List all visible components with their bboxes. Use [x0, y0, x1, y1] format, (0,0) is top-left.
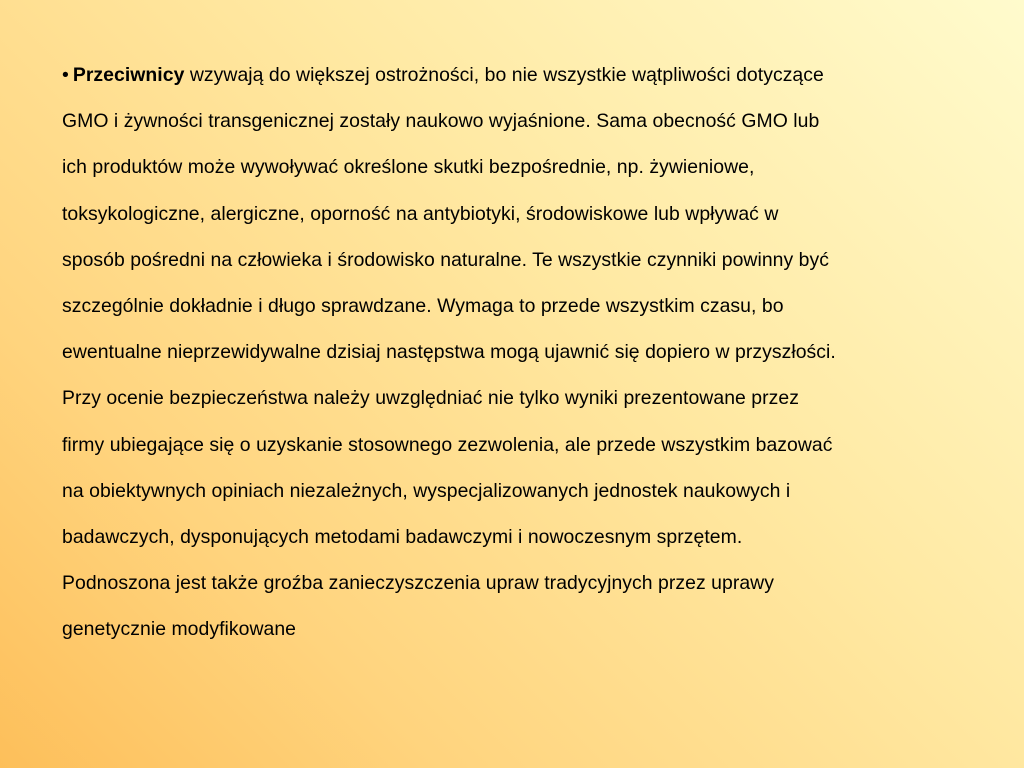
- text-line-12: Podnoszona jest także groźba zanieczyszczenia upraw tradycyjnych przez uprawy: [62, 572, 774, 595]
- body-paragraph: [62, 52, 982, 653]
- text-line-3: ich produktów może wywoływać określone skutki bezpośrednie, np. żywieniowe,: [62, 156, 755, 179]
- text-line-8: Przy ocenie bezpieczeństwa należy uwzględniać nie tylko wyniki prezentowane przez: [62, 387, 799, 410]
- text-line-13: genetycznie modyfikowane: [62, 618, 297, 641]
- text-line-5: sposób pośredni na człowieka i środowisko naturalne. Te wszystkie czynniki powinny być: [62, 248, 830, 271]
- text-line-4: toksykologiczne, alergiczne, oporność na antybiotyki, środowiskowe lub wpływać w: [62, 202, 779, 225]
- text-line-9: firmy ubiegające się o uzyskanie stosownego zezwolenia, ale przede wszystkim bazować: [62, 433, 833, 456]
- text-line-1-rest: wzywają do większej ostrożności, bo nie wszystkie wątpliwości dotyczące: [184, 64, 824, 86]
- text-line-6: szczególnie dokładnie i długo sprawdzane. Wymaga to przede wszystkim czasu, bo: [62, 295, 784, 318]
- text-line-2: GMO i żywności transgenicznej zostały naukowo wyjaśnione. Sama obecność GMO lub: [62, 110, 820, 133]
- text-line-1: [62, 52, 982, 98]
- text-line-11: badawczych, dysponujących metodami badawczymi i nowoczesnym sprzętem.: [62, 526, 743, 549]
- bullet-icon: •: [62, 64, 69, 86]
- text-line-7: ewentualne nieprzewidywalne dzisiaj następstwa mogą ujawnić się dopiero w przyszłości.: [62, 341, 836, 364]
- lead-word: Przeciwnicy: [72, 64, 185, 86]
- text-line-10: na obiektywnych opiniach niezależnych, wyspecjalizowanych jednostek naukowych i: [62, 479, 791, 502]
